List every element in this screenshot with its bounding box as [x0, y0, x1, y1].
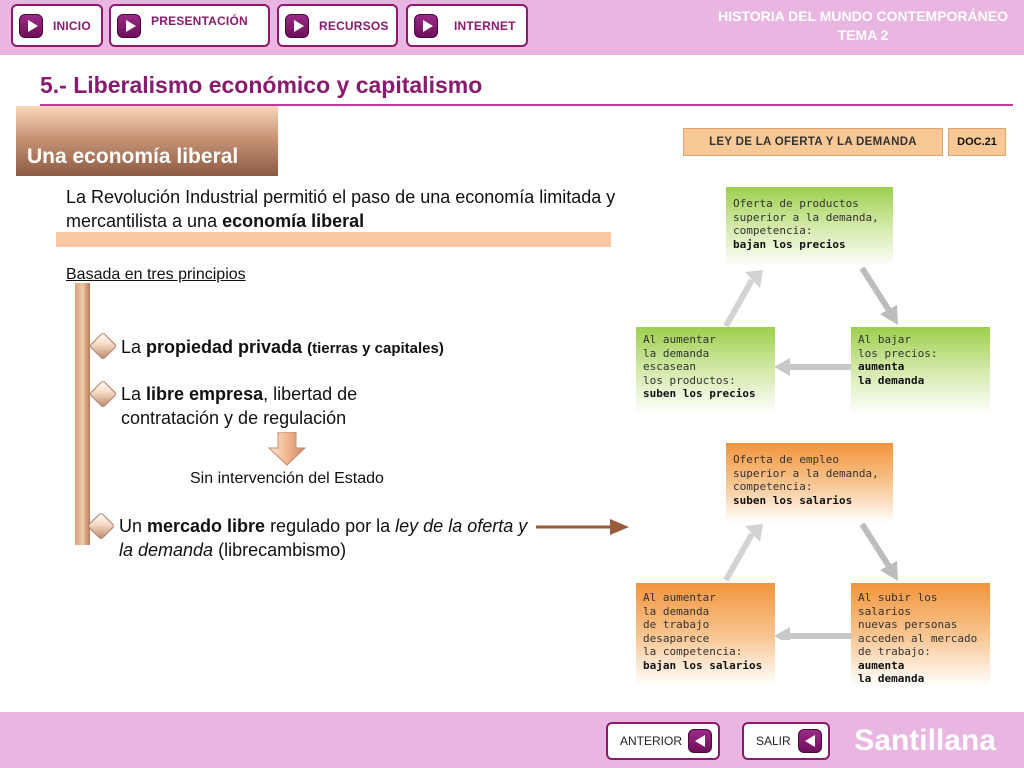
play-icon [117, 14, 141, 38]
arrow-left-2 [774, 627, 852, 640]
principle-1-bold: propiedad privada [146, 337, 303, 357]
nav-presentacion-button[interactable] [109, 4, 270, 47]
nav-recursos-button[interactable] [277, 4, 398, 47]
principle-3-italic: ley de la oferta y la demanda [119, 516, 528, 560]
cycle2-top-text: Oferta de empleo superior a la demanda, competencia: [733, 453, 879, 493]
cycle2-top-box [726, 443, 893, 523]
principles-vertical-bar [75, 283, 90, 545]
arrow-down-right-2 [862, 524, 898, 581]
principle-3-bold: mercado libre [147, 516, 266, 536]
nav-inicio-label: INICIO [53, 18, 91, 33]
cycle1-left-text: Al aumentar la demanda escasean los productos: [643, 333, 736, 387]
arrow-up-left-2 [726, 524, 763, 580]
intro-highlight-bar [56, 232, 611, 247]
right-arrow-icon [536, 516, 630, 538]
diamond-bullet-icon [87, 512, 115, 540]
nav-internet-label: INTERNET [454, 18, 516, 33]
principle-1 [121, 335, 541, 361]
cycle2-right-box [851, 583, 990, 686]
play-icon [19, 14, 43, 38]
cycle2-top-bold: suben los salarios [733, 493, 853, 507]
principle-3-post: regulado por la [265, 516, 396, 536]
arrow-up-left-1 [726, 270, 763, 326]
salir-label: SALIR [756, 734, 791, 748]
arrow-down-right-1 [862, 268, 898, 325]
principle-1-pre: La [121, 337, 147, 357]
course-title: HISTORIA DEL MUNDO CONTEMPORÁNEO [718, 8, 1008, 24]
cycle1-top-bold: bajan los precios [733, 237, 846, 251]
section-title: Una economía liberal [27, 145, 239, 168]
anterior-button[interactable] [606, 722, 720, 760]
principle-3-pre: Un [119, 516, 148, 536]
intro-text [66, 185, 626, 233]
salir-button[interactable] [742, 722, 830, 760]
principle-3-post2: (librecambismo) [213, 540, 347, 560]
cycle2-left-box [636, 583, 775, 686]
cycle1-right-text: Al bajar los precios: [858, 333, 938, 360]
doc-number: DOC.21 [948, 128, 1006, 156]
intro-text-bold: economía liberal [222, 211, 365, 231]
no-state-intervention-text: Sin intervención del Estado [190, 470, 384, 487]
cycle2-left-bold: bajan los salarios [643, 658, 763, 672]
cycle2-left-text: Al aumentar la demanda de trabajo desaparece la competencia: [643, 591, 743, 658]
page-title: 5.- Liberalismo económico y capitalismo [40, 72, 483, 98]
cycle1-left-bold: suben los precios [643, 387, 756, 400]
diamond-bullet-icon [89, 332, 117, 360]
unit-title: TEMA 2 [837, 27, 889, 43]
diamond-bullet-icon [89, 380, 117, 408]
cycle2-right-text: Al subir los salarios nuevas personas acceden al mercado de trabajo: [858, 591, 978, 658]
cycle1-right-bold: aumenta la demanda [858, 360, 925, 387]
down-arrow-icon [268, 432, 306, 466]
nav-recursos-label: RECURSOS [319, 18, 389, 33]
nav-inicio-button[interactable] [11, 4, 103, 47]
principle-3 [119, 514, 539, 562]
principle-2 [121, 382, 421, 430]
play-icon [285, 14, 309, 38]
principle-2-post: , libertad de contratación y de regulación [121, 384, 358, 428]
back-arrow-icon [688, 729, 712, 753]
principle-2-pre: La [121, 384, 147, 404]
intro-text-main: La Revolución Industrial permitió el paso de una economía limitada y mercantilista a una [66, 187, 616, 231]
arrow-left-1 [774, 358, 852, 376]
play-icon [414, 14, 438, 38]
cycle1-right-box [851, 327, 990, 414]
nav-presentacion-label: PRESENTACIÓN [151, 14, 248, 28]
anterior-label: ANTERIOR [620, 734, 683, 748]
cycle1-top-text: Oferta de productos superior a la demanda, competencia: [733, 197, 879, 237]
principle-1-small: (tierras y capitales) [307, 340, 444, 357]
course-header [718, 7, 1008, 45]
brand-logo: Santillana [854, 724, 996, 757]
cycle2-right-bold: aumenta la demanda [858, 658, 925, 685]
back-arrow-icon [798, 729, 822, 753]
doc-title: LEY DE LA OFERTA Y LA DEMANDA [683, 128, 943, 156]
principles-heading: Basada en tres principios [66, 266, 246, 283]
principle-2-bold: libre empresa [146, 384, 264, 404]
cycle1-left-box [636, 327, 775, 414]
nav-internet-button[interactable] [406, 4, 528, 47]
cycle1-top-box [726, 187, 893, 267]
